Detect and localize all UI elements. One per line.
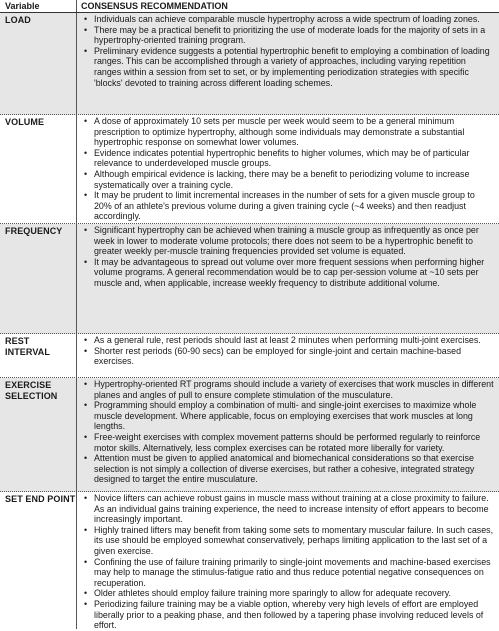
recommendation-list [81,379,495,485]
list-item: • A dose of approximately 10 sets per muscle per week would seem to be a general minimum prescription to optimize hypertrophy, although some individuals may demonstrate a substantial hypertrophic response on somewhat lower volumes. [81,116,495,148]
list-item: • Significant hypertrophy can be achieved when training a muscle group as infrequently as once per week in lower to moderate volume protocols; there does not seem to be a hypertrophic benefit to greater weekly per-muscle training frequencies provided set volume is equated. [81,225,495,257]
list-item: • Older athletes should employ failure training more sparingly to allow for adequate recovery. [81,588,495,599]
recommendation-list [81,116,495,222]
recommendation-cell [76,13,499,114]
variable-label: FREQUENCY [5,226,63,236]
table-row-rest-interval [0,334,499,378]
recommendation-cell [76,378,499,491]
list-item: • Highly trained lifters may benefit from taking some sets to momentary muscular failure. In such cases, its use should be employed somewhat conservatively, perhaps limiting application to the last set of a given exercise. [81,525,495,557]
header-recommendation: CONSENSUS RECOMMENDATION [76,0,499,12]
list-item: • Individuals can achieve comparable muscle hypertrophy across a wide spectrum of loading zones. [81,14,495,25]
header-variable: Variable [5,1,40,11]
variable-label: VOLUME [5,117,45,127]
list-item: • It may be prudent to limit incremental increases in the number of sets for a given muscle group to 20% of an athlete's previous volume during a given training cycle (~4 weeks) and then readjust accordingly. [81,190,495,222]
table-row-volume [0,115,499,224]
list-item: • There may be a practical benefit to prioritizing the use of moderate loads for the majority of sets in a hypertrophy-oriented training program. [81,25,495,46]
list-item: • Periodizing failure training may be a viable option, whereby very high levels of effort are employed liberally prior to a peaking phase, and then followed by a tapering phase involving reduced levels of effort. [81,599,495,631]
table-row-exercise-selection [0,378,499,492]
recommendation-list [81,335,495,367]
variable-label: EXERCISE SELECTION [5,380,58,401]
list-item: • Free-weight exercises with complex movement patterns should be performed regularly to reinforce motor skills. Alternatively, less complex exercises can be rotated more liberally for variety. [81,432,495,453]
recommendation-cell [76,115,499,223]
list-item: • Attention must be given to applied anatomical and biomechanical considerations so that exercise selection is not simply a collection of diverse exercises, but rather a cohesive, integrated strategy designed to target the entire musculature. [81,453,495,485]
recommendation-list [81,14,495,88]
table-row-set-end-point [0,492,499,629]
list-item: • Although empirical evidence is lacking, there may be a benefit to periodizing volume to increase systematically over a training cycle. [81,169,495,190]
table-row-frequency [0,224,499,334]
variable-label: SET END POINT [5,494,76,504]
list-item: • Evidence indicates potential hypertrophic benefits to higher volumes, which may be of particular relevance to underdeveloped muscle groups. [81,148,495,169]
list-item: • As a general rule, rest periods should last at least 2 minutes when performing multi-joint exercises. [81,335,495,346]
list-item: • It may be advantageous to spread out volume over more frequent sessions when performing higher volume programs. A general recommendation would be to cap per-session volume at ~10 sets per muscle and, when applicable, increase weekly frequency to distribute additional volume. [81,257,495,289]
list-item: • Hypertrophy-oriented RT programs should include a variety of exercises that work muscles in different planes and angles of pull to ensure complete stimulation of the musculature. [81,379,495,400]
table-header [0,0,499,13]
list-item: • Novice lifters can achieve robust gains in muscle mass without training at a close proximity to failure. As an individual gains training experience, the need to increase intensity of effort appears to become increasingly important. [81,493,495,525]
variable-label: REST INTERVAL [5,336,50,357]
recommendation-cell [76,334,499,377]
recommendation-list [81,493,495,631]
list-item: • Programming should employ a combination of multi- and single-joint exercises to maximize whole muscle development. Where applicable, focus on employing exercises that work muscles at long lengths. [81,400,495,432]
list-item: • Confining the use of failure training primarily to single-joint movements and machine-based exercises may help to manage the stimulus-fatigue ratio and thus reduce potential negative consequences on recuperation. [81,557,495,589]
variable-label: LOAD [5,15,31,25]
list-item: • Shorter rest periods (60-90 secs) can be employed for single-joint and certain machine-based exercises. [81,346,495,367]
table-row-load [0,13,499,115]
recommendation-list [81,225,495,289]
recommendation-cell [76,492,499,629]
recommendation-cell [76,224,499,333]
list-item: • Preliminary evidence suggests a potential hypertrophic benefit to employing a combination of loading ranges. This can be accomplished through a variety of approaches, including varying repetition ranges within a session from set to set, or by implementing periodization strategies with specific 'blocks' devoted to training across different loading schemes. [81,46,495,88]
